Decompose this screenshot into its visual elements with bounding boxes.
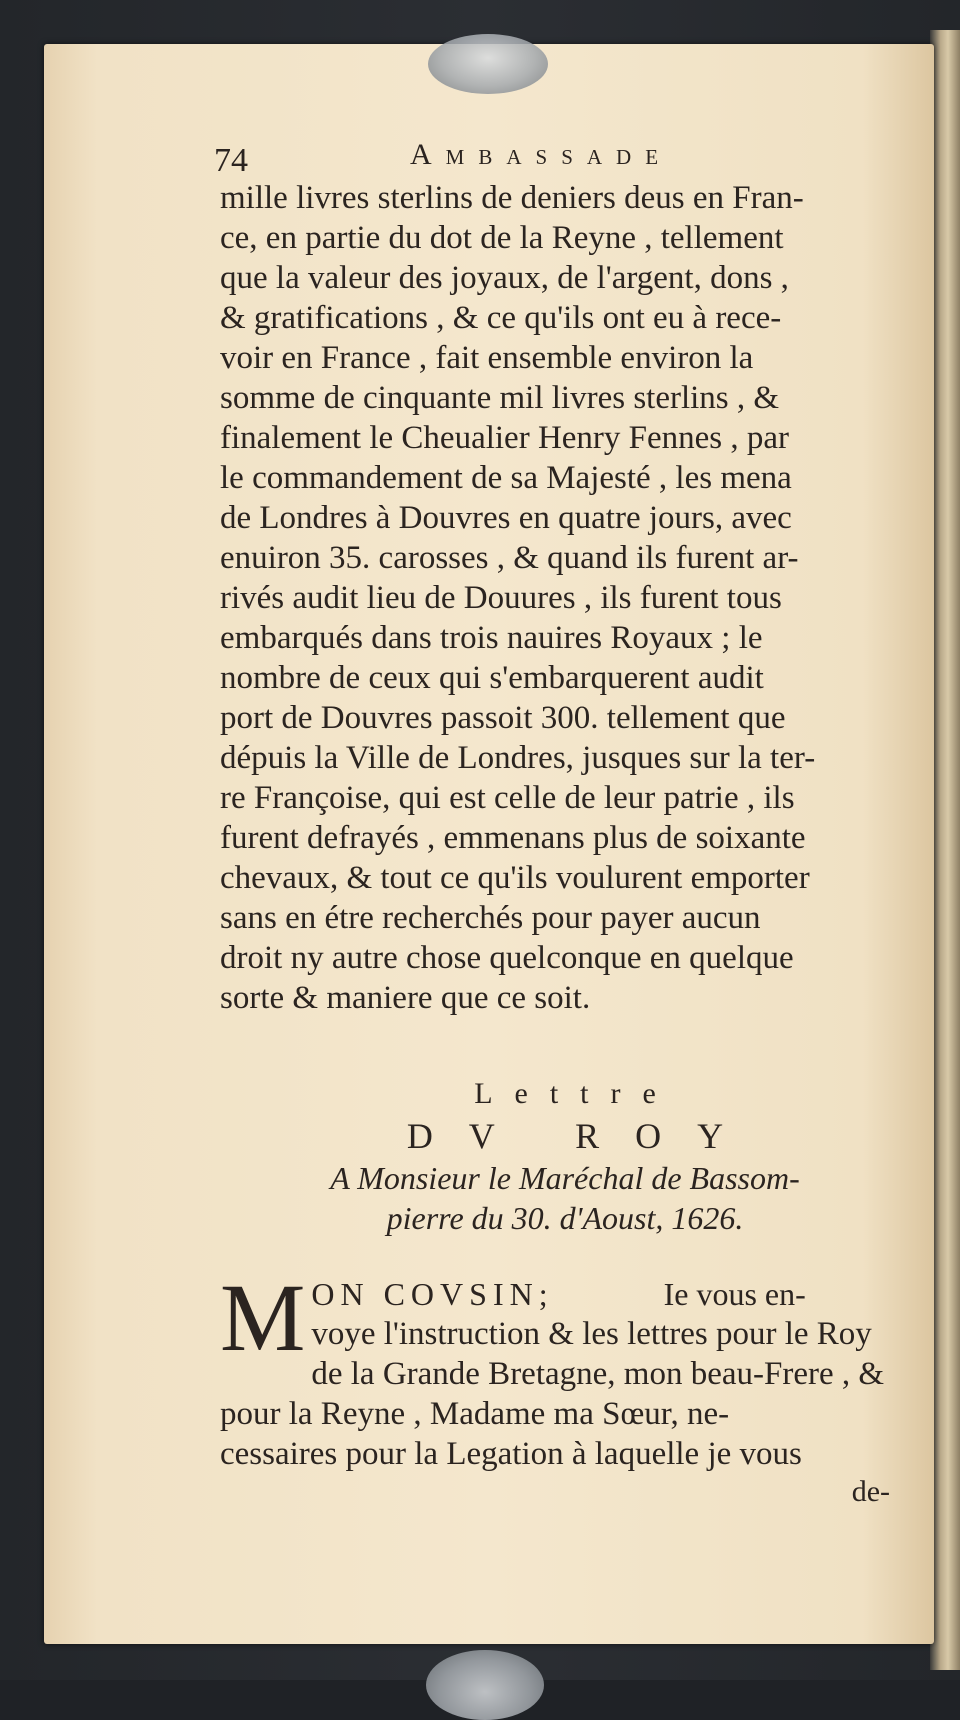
body-line: dépuis la Ville de Londres, jusques sur la ter-	[220, 740, 816, 776]
running-head: Ambassade	[410, 138, 673, 171]
catchword: de-	[851, 1475, 890, 1508]
body-line: droit ny autre chose quelconque en quelque	[220, 940, 794, 976]
body-line: que la valeur des joyaux, de l'argent, dons ,	[220, 260, 789, 296]
body-line: somme de cinquante mil livres sterlins , &	[220, 380, 780, 416]
body-line: voir en France , fait ensemble environ la	[220, 340, 754, 376]
body-line: nombre de ceux qui s'embarquerent audit	[220, 660, 764, 696]
body-line: re Françoise, qui est celle de leur patrie , ils	[220, 780, 795, 816]
body-line: enuiron 35. carosses , & quand ils furent ar-	[220, 540, 799, 576]
body-line: chevaux, & tout ce qu'ils voulurent emporter	[220, 860, 810, 896]
body-line: rivés audit lieu de Douures , ils furent tous	[220, 580, 782, 616]
salutation: ON COVSIN;	[311, 1276, 554, 1312]
salutation-continuation: Ie vous en-	[663, 1276, 806, 1312]
body-line: le commandement de sa Majesté , les mena	[220, 460, 792, 496]
body-line: furent defrayés , emmenans plus de soixante	[220, 820, 806, 856]
letter-heading	[220, 1074, 910, 1238]
page-header	[214, 130, 910, 179]
body-line: ce, en partie du dot de la Reyne , tellement	[220, 220, 784, 256]
page-number: 74	[214, 142, 248, 179]
body-line: embarqués dans trois nauires Royaux ; le	[220, 620, 763, 656]
body-line: sorte & maniere que ce soit.	[220, 980, 591, 1016]
body-line: mille livres sterlins de deniers deus en Fran-	[220, 180, 804, 216]
letter-line: cessaires pour la Legation à laquelle je vous	[220, 1436, 802, 1472]
letter-line: voye l'instruction & les lettres pour le Roy	[311, 1316, 872, 1352]
body-line: de Londres à Douvres en quatre jours, avec	[220, 500, 792, 536]
letter-addressee-line: pierre du 30. d'Aoust, 1626.	[386, 1200, 744, 1236]
salutation-line	[220, 1274, 910, 1314]
body-line: port de Douvres passoit 300. tellement que	[220, 700, 786, 736]
dropcap-letter: M	[220, 1264, 306, 1371]
page-text-block	[214, 130, 910, 1510]
body-line: sans en étre recherchés pour payer aucun	[220, 900, 761, 936]
letter-king: DV ROY	[406, 1116, 760, 1156]
letter-addressee-line: A Monsieur le Maréchal de Bassom-	[330, 1160, 800, 1196]
letter-line: de la Grande Bretagne, mon beau-Frere , &	[311, 1356, 885, 1392]
page-holder-clip-top	[428, 34, 548, 94]
letter-title: Lettre	[474, 1077, 678, 1110]
body-line: finalement le Cheualier Henry Fennes , par	[220, 420, 790, 456]
letter-line: pour la Reyne , Madame ma Sœur, ne-	[220, 1396, 730, 1432]
letter-body	[220, 1264, 910, 1510]
body-text	[220, 178, 910, 1018]
body-line: & gratifications , & ce qu'ils ont eu à rece-	[220, 300, 782, 336]
page-holder-clip-bottom	[426, 1650, 544, 1720]
facing-page-edge	[930, 30, 960, 1670]
